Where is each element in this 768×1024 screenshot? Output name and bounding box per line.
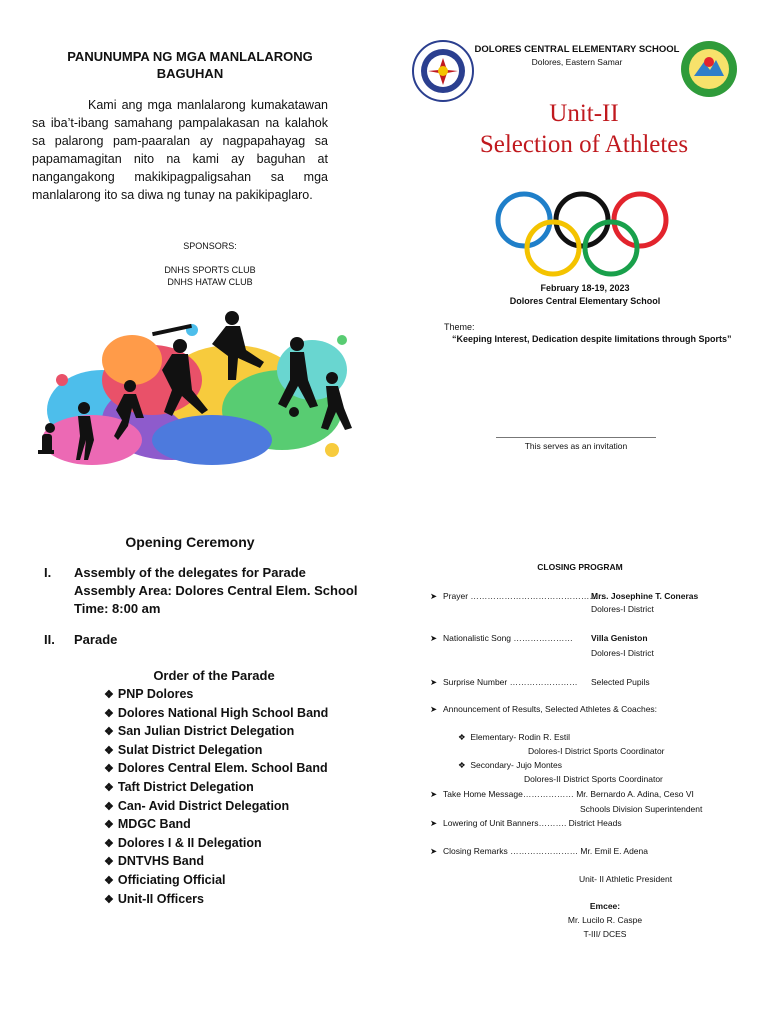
section-number: I.	[44, 565, 52, 580]
program-item-prayer	[430, 591, 606, 602]
arrow-bullet-icon: ➤	[430, 591, 438, 601]
announcement-secondary	[458, 760, 562, 771]
arrow-bullet-icon: ➤	[430, 704, 438, 714]
school-header	[474, 44, 680, 67]
program-item-role: Dolores-I District	[591, 648, 654, 658]
parade-item: ❖ Sulat District Delegation	[104, 742, 328, 761]
emcee-role: T-III/ DCES	[583, 929, 627, 939]
parade-item: ❖ Dolores National High School Band	[104, 705, 328, 724]
parade-item: ❖ PNP Dolores	[104, 686, 328, 705]
arrow-bullet-icon: ➤	[430, 789, 438, 799]
parade-item: ❖ Taft District Delegation	[104, 779, 328, 798]
event-details	[440, 282, 730, 308]
parade-item: ❖ Unit-II Officers	[104, 891, 328, 910]
section-number: II.	[44, 632, 55, 647]
section-line: Parade	[74, 632, 118, 647]
program-item-label: Lowering of Unit Banners………. District Heads	[443, 818, 622, 828]
parade-item: ❖ Can- Avid District Delegation	[104, 798, 328, 817]
parade-order-list	[104, 686, 328, 909]
sponsors-label: SPONSORS:	[183, 241, 237, 251]
deped-eastern-visayas-badge-icon	[680, 40, 738, 98]
announcement-secondary-role: Dolores-II District Sports Coordinator	[524, 774, 663, 784]
emcee-label: Emcee:	[589, 901, 621, 911]
program-item-song	[430, 633, 573, 644]
event-title: Selection of Athletes	[479, 131, 689, 158]
oath-title-line2: BAGUHAN	[156, 66, 224, 81]
arrow-bullet-icon: ➤	[430, 633, 438, 643]
deped-seal-icon	[412, 40, 474, 102]
program-item-closing-remarks	[430, 846, 648, 857]
program-item-label: Take Home Message……………… Mr. Bernardo A. Adina, Ceso VI	[443, 789, 694, 799]
closing-program-title: CLOSING PROGRAM	[537, 562, 623, 572]
program-item-label: Nationalistic Song …………………	[443, 633, 573, 643]
announcement-elementary	[458, 732, 570, 743]
emcee-name: Mr. Lucilo R. Caspe	[567, 915, 643, 925]
arrow-bullet-icon: ➤	[430, 677, 438, 687]
diamond-bullet-icon: ❖	[458, 760, 466, 770]
unit-label: Unit-II	[549, 100, 619, 127]
program-item-role: Unit- II Athletic President	[579, 874, 673, 884]
theme-label: Theme:	[444, 322, 475, 332]
parade-order-title: Order of the Parade	[153, 668, 275, 683]
opening-ceremony-title: Opening Ceremony	[125, 534, 255, 550]
program-item-take-home	[430, 789, 694, 800]
opening-section-2	[44, 632, 117, 647]
parade-item: ❖ DNTVHS Band	[104, 853, 328, 872]
olympic-rings-icon	[492, 188, 672, 284]
oath-body: Kami ang mga manlalarong kumakatawan sa iba’t-ibang samahang pampalakasan na kalahok sa palarong pam-paaralan ay nagpapahayag sa papamamagitan nito na kami ay baguhan at nangangakong makikipagpaligsahan sa mga manlalarong ito sa diwa ng tunay na pakikipaglaro.	[32, 98, 328, 202]
oath-title	[40, 48, 340, 82]
parade-item: ❖ Dolores Central Elem. School Band	[104, 760, 328, 779]
announcement-elementary-label: Elementary- Rodin R. Estil	[470, 732, 571, 742]
program-item-surprise	[430, 677, 578, 688]
parade-item: ❖ San Julian District Delegation	[104, 723, 328, 742]
opening-section-1	[44, 564, 357, 618]
cover-title	[420, 98, 748, 160]
sponsor-item: DNHS HATAW CLUB	[167, 277, 253, 287]
program-item-label: Surprise Number ……………………	[443, 677, 578, 687]
school-location: Dolores, Eastern Samar	[531, 57, 623, 67]
section-line: Assembly of the delegates for Parade	[74, 565, 306, 580]
program-item-name: Selected Pupils	[591, 677, 650, 687]
program-item-role: Dolores-I District	[591, 604, 654, 614]
parade-item: ❖ MDGC Band	[104, 816, 328, 835]
arrow-bullet-icon: ➤	[430, 818, 438, 828]
sponsors-block	[110, 240, 310, 288]
program-item-announcement	[430, 704, 657, 715]
sports-splash-illustration	[32, 300, 362, 470]
program-item-lowering	[430, 818, 622, 829]
announcement-elementary-role: Dolores-I District Sports Coordinator	[528, 746, 665, 756]
arrow-bullet-icon: ➤	[430, 846, 438, 856]
program-item-name: Mrs. Josephine T. Coneras	[591, 591, 699, 601]
program-item-label: Closing Remarks …………………… Mr. Emil E. Adena	[443, 846, 648, 856]
program-item-role: Schools Division Superintendent	[580, 804, 703, 814]
invitation-note: This serves as an invitation	[524, 441, 628, 451]
announcement-secondary-label: Secondary- Jujo Montes	[470, 760, 563, 770]
program-item-label: Prayer …………………………………………	[443, 591, 607, 601]
parade-item: ❖ Dolores I & II Delegation	[104, 835, 328, 854]
program-item-label: Announcement of Results, Selected Athletes & Coaches:	[443, 704, 658, 714]
oath-title-line1: PANUNUMPA NG MGA MANLALARONG	[67, 49, 313, 64]
theme-text: “Keeping Interest, Dedication despite limitations through Sports”	[452, 334, 732, 344]
school-name: DOLORES CENTRAL ELEMENTARY SCHOOL	[474, 44, 680, 55]
event-date: February 18-19, 2023	[540, 283, 630, 293]
section-line: Time: 8:00 am	[74, 601, 161, 616]
program-item-name: Villa Geniston	[591, 633, 648, 643]
diamond-bullet-icon: ❖	[458, 732, 466, 742]
sponsor-item: DNHS SPORTS CLUB	[164, 265, 256, 275]
event-venue: Dolores Central Elementary School	[509, 296, 661, 306]
parade-item: ❖ Officiating Official	[104, 872, 328, 891]
signature-line	[496, 437, 656, 438]
section-line: Assembly Area: Dolores Central Elem. School	[74, 583, 358, 598]
